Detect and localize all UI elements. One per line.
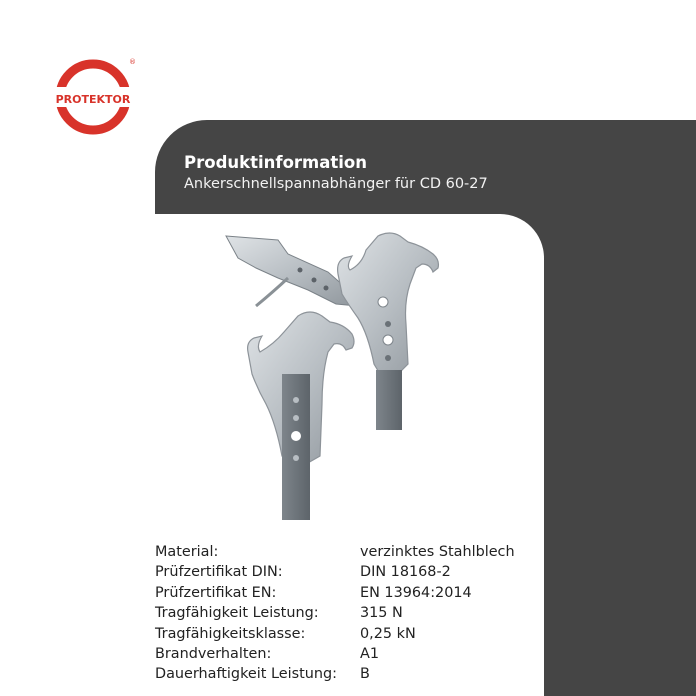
spec-row [155,562,515,582]
logo-text: PROTEKTOR [55,93,131,106]
registered-mark: ® [129,58,136,66]
header [184,152,488,194]
spec-list [155,542,515,685]
protektor-logo [50,52,140,142]
spec-row [155,542,515,562]
spec-label: Tragfähigkeit Leistung: [155,605,319,622]
spec-value: 315 N [360,605,403,622]
spec-row [155,583,515,603]
anchor-hanger-photo [218,224,468,524]
spec-value: B [360,666,370,683]
spec-value: DIN 18168-2 [360,564,451,581]
spec-row [155,603,515,623]
spec-label: Brandverhalten: [155,645,272,662]
spec-label: Dauerhaftigkeit Leistung: [155,666,337,683]
spec-row [155,624,515,644]
spec-label: Prüfzertifikat EN: [155,584,277,601]
spec-value: EN 13964:2014 [360,584,472,601]
page-subtitle: Ankerschnellspannabhänger für CD 60-27 [184,176,488,192]
spec-row [155,664,515,684]
spec-value: A1 [360,645,380,662]
spec-label: Prüfzertifikat DIN: [155,564,283,581]
spec-label: Material: [155,544,219,560]
spec-label: Tragfähigkeitsklasse: [155,625,306,642]
page-title: Produktinformation [184,153,367,172]
spec-value: 0,25 kN [360,625,416,642]
spec-value: verzinktes Stahlblech [360,544,515,560]
spec-row [155,644,515,664]
